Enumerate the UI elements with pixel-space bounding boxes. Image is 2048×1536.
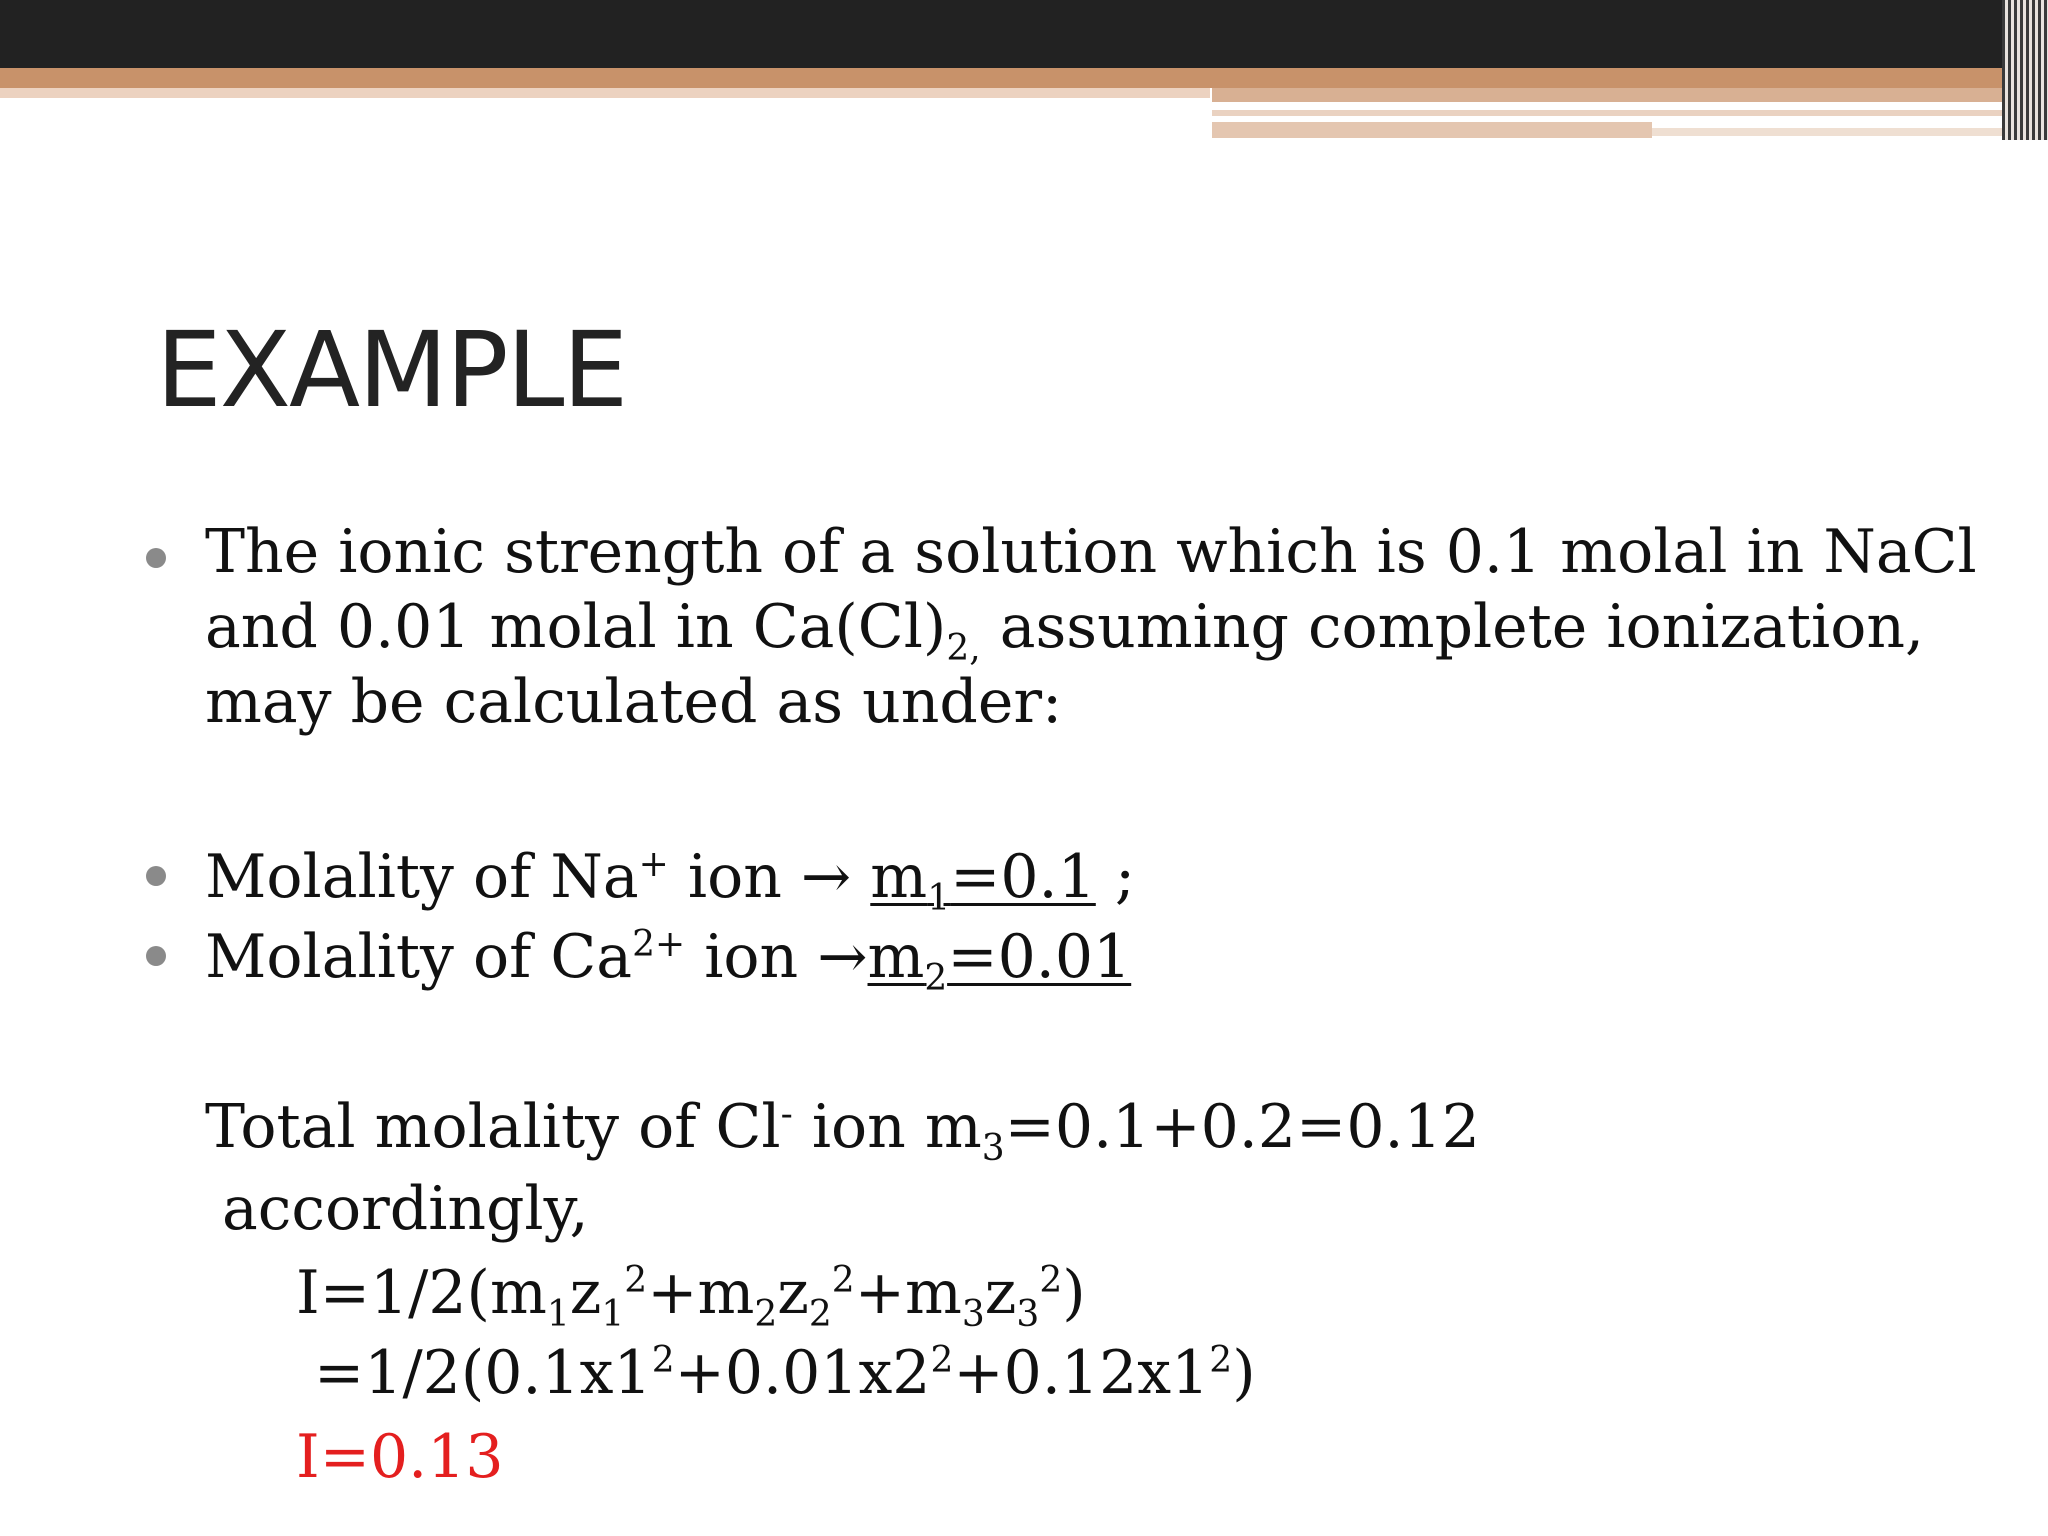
- substituted-formula: [314, 1336, 1256, 1411]
- header-stripe-right: [1652, 128, 2002, 136]
- superscript: 2: [831, 1260, 855, 1301]
- superscript: +: [638, 844, 669, 885]
- text: +0.01x2: [674, 1338, 931, 1408]
- subscript: 1: [601, 1294, 625, 1335]
- text: ;: [1095, 842, 1136, 912]
- text: z: [569, 1258, 602, 1328]
- text: ion m: [792, 1092, 982, 1162]
- m2-value: [867, 922, 1132, 999]
- bullet-dot: [146, 866, 166, 886]
- text: m: [867, 922, 925, 992]
- accordingly-text: accordingly,: [222, 1174, 589, 1244]
- text: =1/2(0.1x1: [314, 1338, 652, 1408]
- text: assuming complete ionization, may be calculated as under:: [205, 592, 1925, 737]
- text: I=1/2(m: [296, 1258, 547, 1328]
- bullet-dot: [146, 946, 166, 966]
- text: +m: [647, 1258, 755, 1328]
- header-stripe: [0, 68, 2048, 88]
- superscript: 2: [1209, 1340, 1233, 1381]
- superscript: 2: [1039, 1260, 1063, 1301]
- text: =0.01: [947, 922, 1132, 992]
- subscript: 3: [1016, 1294, 1040, 1335]
- subscript: 2: [754, 1294, 778, 1335]
- text: ): [1232, 1338, 1256, 1408]
- header-edge-lines: [2002, 0, 2048, 140]
- header-stripe-right: [1212, 110, 2002, 116]
- superscript: 2+: [632, 924, 686, 965]
- subscript: 1: [927, 878, 951, 919]
- header-stripe-right: [1212, 122, 1652, 138]
- result-text: I=0.13: [296, 1422, 504, 1492]
- text: z: [984, 1258, 1017, 1328]
- bullet-ca-molality: [205, 920, 1132, 999]
- header-stripe-light: [0, 88, 1210, 98]
- text: =0.1: [950, 842, 1096, 912]
- superscript: 2: [651, 1340, 675, 1381]
- text: +0.12x1: [953, 1338, 1210, 1408]
- total-cl-molality: [205, 1090, 1480, 1169]
- header-bar: [0, 0, 2048, 68]
- text: The ionic strength of a solution which is 0.1 molal in NaCl and 0.01 molal in Ca(Cl): [205, 517, 1977, 662]
- superscript: 2: [930, 1340, 954, 1381]
- text: Total molality of Cl: [205, 1092, 781, 1162]
- subscript: 1: [546, 1294, 570, 1335]
- bullet-dot: [146, 548, 166, 568]
- text: +m: [854, 1258, 962, 1328]
- header-stripe-right: [1212, 88, 2002, 102]
- text: z: [777, 1258, 809, 1328]
- text: m: [870, 842, 928, 912]
- bullet-na-molality: [205, 840, 1136, 919]
- text: Molality of Ca: [205, 922, 633, 992]
- subscript: 3: [961, 1294, 985, 1335]
- superscript: 2: [624, 1260, 648, 1301]
- text: Molality of Na: [205, 842, 639, 912]
- text: ): [1062, 1258, 1086, 1328]
- subscript: 3: [981, 1128, 1005, 1169]
- superscript: -: [780, 1094, 793, 1135]
- subscript: 2,: [946, 628, 981, 669]
- ionic-strength-formula: [296, 1256, 1086, 1335]
- bullet-problem-statement: [205, 515, 1995, 740]
- text: ion →: [685, 922, 868, 992]
- slide-title: EXAMPLE: [156, 309, 627, 431]
- m1-value: [870, 842, 1096, 919]
- text: =0.1+0.2=0.12: [1004, 1092, 1480, 1162]
- text: ion →: [668, 842, 871, 912]
- subscript: 2: [808, 1294, 832, 1335]
- subscript: 2: [924, 958, 948, 999]
